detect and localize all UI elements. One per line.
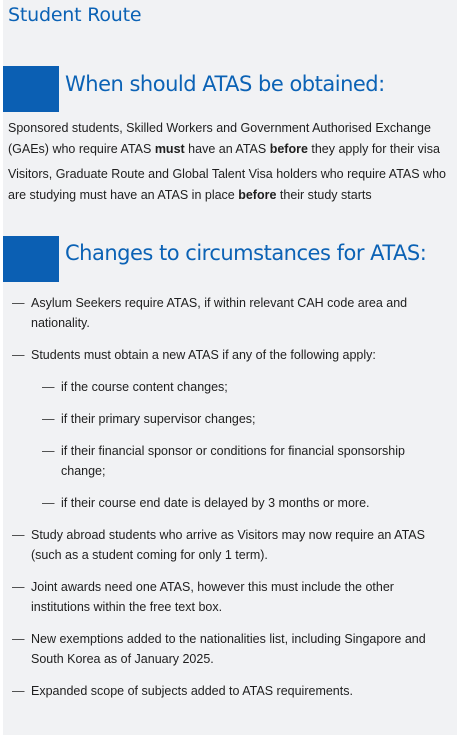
list-item-text: if their financial sponsor or conditions for financial sponsorship change; <box>61 444 405 478</box>
section-heading-when: When should ATAS be obtained: <box>65 72 385 96</box>
sub-list-item <box>42 493 432 513</box>
section-header-changes <box>3 236 457 282</box>
dash-bullet: — <box>12 348 25 362</box>
list-item-text: New exemptions added to the nationalities list, including Singapore and South Korea as of January 2025. <box>31 632 426 666</box>
list-item-text: Asylum Seekers require ATAS, if within relevant CAH code area and nationality. <box>31 296 408 330</box>
dash-bullet: — <box>42 412 55 426</box>
text: Sponsored students, Skilled Workers and Government Authorised Exchange (GAEs) who require ATAS <box>8 121 431 156</box>
dash-bullet: — <box>12 632 25 646</box>
list-item-text: Students must obtain a new ATAS if any of the following apply: <box>31 348 376 362</box>
list-item <box>12 293 432 333</box>
list-item <box>12 345 432 365</box>
paragraph-visitors <box>8 164 450 206</box>
sub-list-item <box>42 409 432 429</box>
sub-list-item <box>42 441 432 481</box>
dash-bullet: — <box>12 528 25 542</box>
text: they apply for their visa <box>307 142 440 156</box>
list-item <box>12 681 432 701</box>
list-item <box>12 629 432 669</box>
dash-bullet: — <box>12 684 25 698</box>
dash-bullet: — <box>42 380 55 394</box>
text: Visitors, Graduate Route and Global Talent Visa holders who require ATAS who are studying must have an ATAS in place <box>8 167 446 202</box>
text: their study starts <box>276 188 372 202</box>
dash-bullet: — <box>42 444 55 458</box>
section-header-when <box>3 66 457 112</box>
emphasis-before: before <box>238 188 277 202</box>
dash-bullet: — <box>12 296 25 310</box>
list-item-text: Expanded scope of subjects added to ATAS requirements. <box>31 684 353 698</box>
sub-list-item <box>42 377 432 397</box>
section-marker-block <box>3 66 59 112</box>
paragraph-sponsored <box>8 118 448 160</box>
list-item <box>12 577 432 617</box>
list-item-text: Study abroad students who arrive as Visitors may now require an ATAS (such as a student coming for only 1 term). <box>31 528 425 562</box>
list-item <box>12 525 432 565</box>
emphasis-must: must <box>154 142 185 156</box>
list-item-text: if their course end date is delayed by 3 months or more. <box>61 496 370 510</box>
text: have an ATAS <box>184 142 270 156</box>
list-item-text: if the course content changes; <box>61 380 228 394</box>
section-heading-changes: Changes to circumstances for ATAS: <box>65 241 427 265</box>
dash-bullet: — <box>42 496 55 510</box>
dash-bullet: — <box>12 580 25 594</box>
list-item-text: Joint awards need one ATAS, however this must include the other institutions within the free text box. <box>31 580 394 614</box>
list-item-text: if their primary supervisor changes; <box>61 412 256 426</box>
emphasis-before: before <box>269 142 308 156</box>
section-marker-block <box>3 236 59 282</box>
route-title: Student Route <box>8 4 142 26</box>
